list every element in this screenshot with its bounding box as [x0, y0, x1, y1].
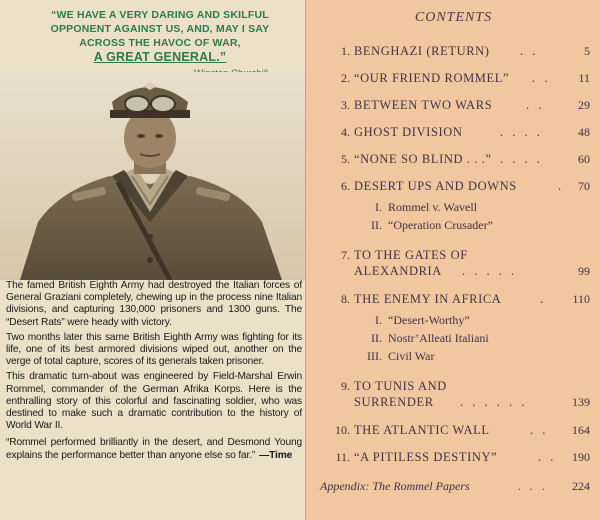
toc-title: DESERT UPS AND DOWNS — [354, 179, 517, 193]
toc-entry-11 — [320, 450, 590, 477]
toc-page: 99 — [578, 264, 590, 278]
toc-entry-2 — [320, 71, 590, 98]
toc-leader: . . — [530, 423, 549, 437]
toc-page: 190 — [572, 450, 590, 464]
review-quote — [6, 437, 302, 461]
toc-page: 48 — [578, 125, 590, 139]
toc-leader: . . — [520, 44, 539, 58]
toc-sub-title: Nostr’Alleati Italiani — [388, 331, 489, 345]
toc-sub-numeral: II. — [371, 331, 382, 345]
toc-leader: . — [558, 179, 565, 193]
toc-page: 60 — [578, 152, 590, 166]
toc-leader: . . — [532, 71, 551, 85]
toc-sub-title: Civil War — [388, 349, 435, 363]
quote-line-2: OPPONENT AGAINST US, AND, MAY I SAY — [50, 23, 270, 35]
toc-page: 11 — [578, 71, 590, 85]
toc-title-continued: SURRENDER — [354, 395, 434, 409]
toc-subentry — [320, 218, 590, 236]
toc-leader: . — [540, 292, 547, 306]
toc-page: 70 — [578, 179, 590, 193]
toc-title: TO TUNIS AND — [354, 379, 447, 393]
toc-number: 5. — [341, 152, 350, 166]
toc-leader: . . — [538, 450, 557, 464]
toc-subentry — [320, 200, 590, 218]
back-cover-blurb — [6, 280, 302, 465]
toc-title: TO THE GATES OF — [354, 248, 468, 262]
toc-subentry — [320, 349, 590, 367]
toc-leader: . . . . . — [462, 264, 518, 278]
toc-entry-8 — [320, 292, 590, 313]
churchill-quote — [40, 8, 280, 64]
quote-emphasis: A GREAT GENERAL.” — [93, 50, 227, 64]
toc-sub-title: Rommel v. Wavell — [388, 200, 478, 214]
toc-title: “A PITILESS DESTINY” — [354, 450, 498, 464]
toc-page: 139 — [572, 395, 590, 409]
toc-number: 9. — [341, 379, 350, 393]
toc-entry-10 — [320, 423, 590, 450]
toc-entry-1 — [320, 44, 590, 71]
toc-number: 3. — [341, 98, 350, 112]
blurb-paragraph-1: The famed British Eighth Army had destroyed the Italian forces of General Graziani completely, chewing up in the process nine Italian divisions, and capturing 130,000 prisoners and 1300 guns. The “Desert Rats” were heady with victory. — [6, 280, 302, 328]
toc-leader: . . . . — [500, 152, 543, 166]
contents-heading: CONTENTS — [414, 10, 493, 25]
toc-entry-6 — [320, 179, 590, 200]
toc-number: 8. — [341, 292, 350, 306]
toc-title: GHOST DIVISION — [354, 125, 463, 139]
toc-page: 164 — [572, 423, 590, 437]
toc-number: 2. — [341, 71, 350, 85]
blurb-paragraph-3: This dramatic turn-about was engineered by Field-Marshal Erwin Rommel, commander of the German Afrika Korps. Here is the enthralling story of this colorful and fascinating soldier, who was destined to make such a dramatic contribution to the history of World War II. — [6, 371, 302, 432]
toc-sub-numeral: II. — [371, 218, 382, 232]
appendix-title: Appendix: The Rommel Papers — [320, 479, 470, 493]
toc-number: 10. — [335, 423, 350, 437]
toc-sub-numeral: I. — [375, 313, 382, 327]
toc-page: 110 — [572, 292, 590, 306]
toc-entry-5 — [320, 152, 590, 179]
toc-title: THE ATLANTIC WALL — [354, 423, 490, 437]
toc-number: 7. — [341, 248, 350, 262]
toc-title: “OUR FRIEND ROMMEL” — [354, 71, 510, 85]
blurb-paragraph-2: Two months later this same British Eighth Army was fighting for its life, one of its best armored divisions wiped out, another on the verge of total capture, scores of its generals taken prisoner. — [6, 331, 302, 368]
toc-sub-numeral: III. — [367, 349, 382, 363]
toc-title: BENGHAZI (RETURN) — [354, 44, 490, 58]
toc-leader: . . . . — [500, 125, 543, 139]
toc-leader: . . — [526, 98, 545, 112]
toc-title: BETWEEN TWO WARS — [354, 98, 493, 112]
appendix-page: 224 — [572, 479, 590, 493]
toc-subentry — [320, 313, 590, 331]
toc-leader: . . . — [518, 479, 548, 493]
toc-page: 5 — [584, 44, 590, 58]
toc-title: THE ENEMY IN AFRICA — [354, 292, 502, 306]
toc-number: 1. — [341, 44, 350, 58]
toc-entry-7 — [320, 248, 590, 292]
toc-title-continued: ALEXANDRIA — [354, 264, 442, 278]
quote-line-1: “WE HAVE A VERY DARING AND SKILFUL — [51, 9, 269, 21]
toc-entry-4 — [320, 125, 590, 152]
toc-leader: . . . . . . — [460, 395, 528, 409]
portrait-photo — [0, 72, 305, 280]
quote-line-3: ACROSS THE HAVOC OF WAR, — [79, 37, 241, 49]
toc-entry-9 — [320, 379, 590, 423]
toc-entry-3 — [320, 98, 590, 125]
review-source: —Time — [259, 449, 293, 461]
toc-title: “NONE SO BLIND . . .” — [354, 152, 492, 166]
toc-sub-title: “Desert-Worthy” — [388, 313, 470, 327]
contents-list — [320, 44, 590, 501]
toc-number: 11. — [335, 450, 350, 464]
review-text: “Rommel performed brilliantly in the desert, and Desmond Young explains the performance better than anyone else so far.” — [6, 437, 302, 461]
toc-number: 6. — [341, 179, 350, 193]
toc-sub-title: “Operation Crusader” — [388, 218, 493, 232]
toc-page: 29 — [578, 98, 590, 112]
contents-page — [305, 0, 600, 520]
toc-sub-numeral: I. — [375, 200, 382, 214]
toc-number: 4. — [341, 125, 350, 139]
toc-subentry — [320, 331, 590, 349]
toc-appendix — [320, 479, 590, 501]
